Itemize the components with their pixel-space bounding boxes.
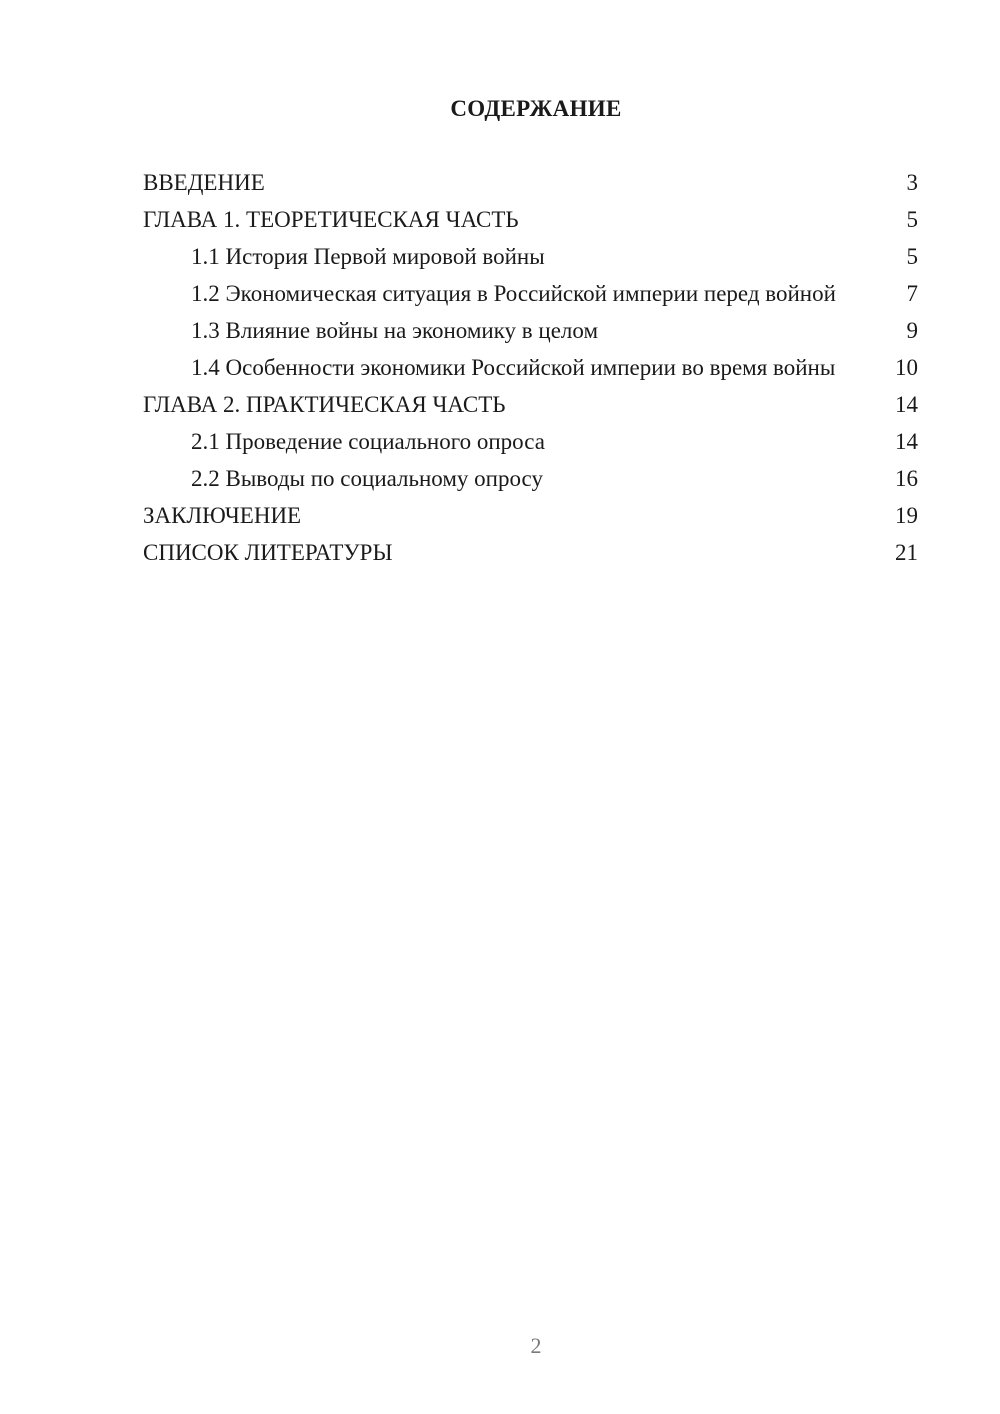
toc-entry-section-1-1	[143, 244, 918, 270]
toc-entry-page: 19	[895, 503, 918, 528]
toc-entry-page: 7	[906, 281, 918, 306]
toc-entry-title: ГЛАВА 1. ТЕОРЕТИЧЕСКАЯ ЧАСТЬ	[143, 207, 519, 232]
toc-entry-title: 2.1 Проведение социального опроса	[191, 429, 545, 454]
toc-entry-title: 1.1 История Первой мировой войны	[191, 244, 545, 269]
toc-entry-page: 5	[906, 207, 918, 232]
toc-entry-page: 10	[895, 355, 918, 380]
toc-entry-section-2-1	[143, 429, 918, 455]
toc-entry-title: ГЛАВА 2. ПРАКТИЧЕСКАЯ ЧАСТЬ	[143, 392, 506, 417]
toc-entry-title: 1.2 Экономическая ситуация в Российской империи перед войной	[191, 281, 836, 306]
toc-entry-references	[143, 540, 918, 566]
toc-entry-conclusion	[143, 503, 918, 529]
toc-entry-page: 14	[895, 392, 918, 417]
toc-entry-introduction	[143, 170, 918, 196]
toc-entry-chapter-1	[143, 207, 918, 233]
toc-entry-title: ВВЕДЕНИЕ	[143, 170, 265, 195]
page-number: 2	[530, 1333, 542, 1358]
page-title: СОДЕРЖАНИЕ	[450, 96, 622, 121]
toc-entry-page: 9	[906, 318, 918, 343]
toc-entry-page: 21	[895, 540, 918, 565]
toc-entry-section-1-2	[143, 281, 918, 307]
toc-entry-page: 16	[895, 466, 918, 491]
toc-entry-page: 14	[895, 429, 918, 454]
toc-entry-title: 1.3 Влияние войны на экономику в целом	[191, 318, 599, 343]
toc-entry-section-1-4	[143, 355, 918, 381]
table-of-contents	[143, 170, 918, 566]
toc-entry-chapter-2	[143, 392, 918, 418]
toc-entry-page: 3	[906, 170, 918, 195]
toc-entry-title: ЗАКЛЮЧЕНИЕ	[143, 503, 302, 528]
toc-entry-page: 5	[906, 244, 918, 269]
toc-entry-title: 2.2 Выводы по социальному опросу	[191, 466, 543, 491]
toc-entry-section-2-2	[143, 466, 918, 492]
toc-entry-title: СПИСОК ЛИТЕРАТУРЫ	[143, 540, 393, 565]
toc-entry-section-1-3	[143, 318, 918, 344]
toc-entry-title: 1.4 Особенности экономики Российской империи во время войны	[191, 355, 836, 380]
